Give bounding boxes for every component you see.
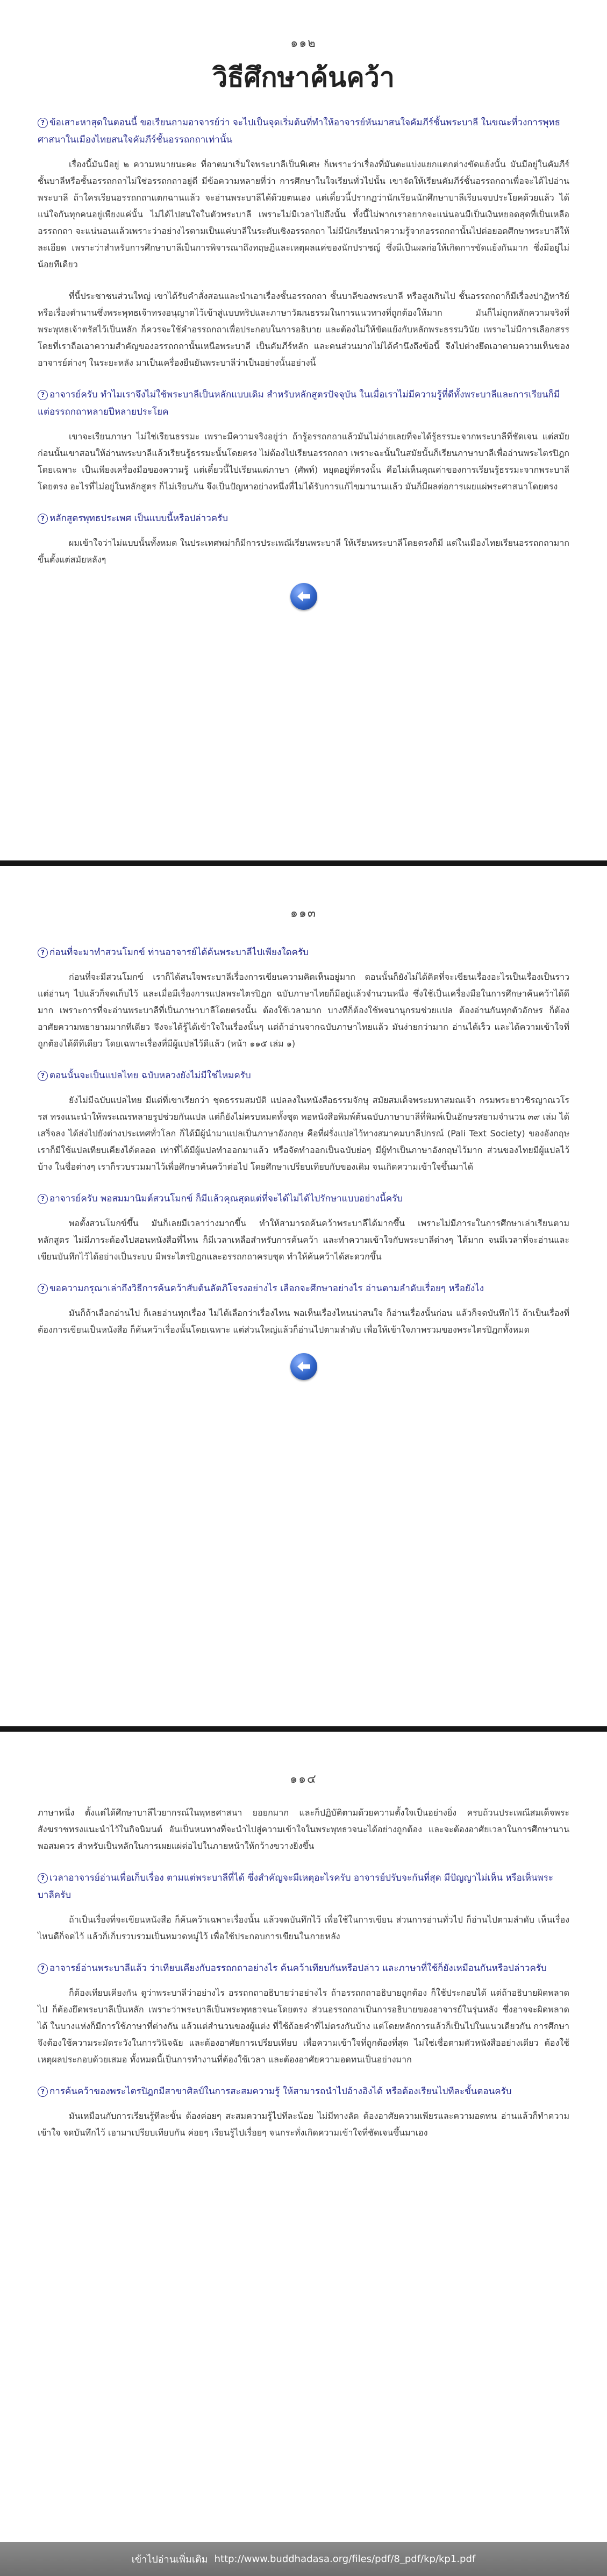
question-icon: ?	[38, 1194, 48, 1204]
question: ? เวลาอาจารย์อ่านเพื่อเก็บเรื่อง ตามแต่พระบาลีที่ได้ ซึ่งสำคัญจะมีเหตุอะไรครับ อาจารย์ปรับจะกันที่สุด มีปัญญาไม่เห็น หรือเห็นพระบาลีครับ	[38, 1873, 553, 1901]
question-icon: ?	[38, 118, 48, 128]
question: ? ตอนนั้นจะเป็นแปลไทย ฉบับหลวงยังไม่มีใช่ไหมครับ	[38, 1067, 569, 1084]
question-icon: ?	[38, 1071, 48, 1081]
question-icon: ?	[38, 514, 48, 524]
answer: ก่อนที่จะมีสวนโมกข์ เราก็ได้สนใจพระบาลีเรื่องการเขียนความคิดเห็นอยู่มาก ตอนนั้นก็ยังไม่ได้คิดที่จะเขียนเรื่องอะไรเป็นเรื่องเป็นราว แต่อ่านๆ ไปแล้วก็จดเก็บไว้ และเมื่อมีเรื่องการแปลพระไตรปิฎก ฉบับภาษาไทยก็มีอยู่แล้วจำนวนหนึ่ง ซึ่งใช้เป็นเครื่องมือในการศึกษาค้นคว้าได้ดีมาก เพราะการที่จะอ่านพระบาลีที่เป็นภาษาบาลีโดยตรงนั้น ต้องใช้เวลามาก บางทีก็ต้องใช้พจนานุกรมช่วยแปล ต้องอ่านกันทุกตัวอักษร ก็ต้องอาศัยความพยายามมากทีเดียว จึงจะได้รู้ได้เข้าใจในเรื่องนั้นๆ แต่ถ้าอ่านจากฉบับภาษาไทยแล้ว มันง่ายกว่ามาก อ่านได้เร็ว และได้ความเข้าใจที่ถูกต้องได้ดีทีเดียว โดยเฉพาะเรื่องที่มีผู้แปลไว้ดีแล้ว (หน้า ๑๑๕ เล่ม ๑)	[38, 972, 569, 1049]
question: ? อาจารย์ครับ ทำไมเราจึงไม่ใช้พระบาลีเป็นหลักแบบเดิม สำหรับหลักสูตรปัจจุบัน ในเมื่อเราไม่มีความรู้ที่ดีทั้งพระบาลีและการเรียนก็มีแต่อรรถกถาหลายปีหลายประโยค	[38, 389, 560, 417]
page-divider	[0, 1726, 607, 1732]
question: ? หลักสูตรพุทธประเพศ เป็นแบบนี้หรือปล่าวครับ	[38, 510, 569, 527]
question-icon: ?	[38, 1284, 48, 1294]
answer: ยังไม่มีฉบับแปลไทย มีแต่ที่เขาเรียกว่า ชุดธรรมสมบัติ แปลลงในหนังสือธรรมจักษุ สมัยสมเด็จพระมหาสมณเจ้า กรมพระยาวชิรญาณวโรรส ทรงแนะนำให้พระเณรหลายรูปช่วยกันแปล แต่ก็ยังไม่ครบหมดทั้งชุด พอหนังสือพิมพ์ต้นฉบับภาษาบาลีที่พิมพ์เป็นอักษรสยามจำนวน ๓๙ เล่ม ได้เสร็จลง ได้ส่งไปยังต่างประเทศทั่วโลก ก็ได้มีผู้นำมาแปลเป็นภาษาอังกฤษ คือที่ฝรั่งแปลไว้ทางสมาคมบาลีปกรณ์ (Pali Text Society) ของอังกฤษ เราก็มีใช้แปลเทียบเคียงได้ตลอด เท่าที่ได้มีผู้แปลทำออกมาแล้ว หรือจัดทำออกเป็นฉบับย่อๆ มีผู้ทำเป็นภาษาอังกฤษไว้มาก ส่วนของไทยมีผู้แปลไว้บ้าง ในชื่อต่างๆ เราก็รวบรวมมาไว้เพื่อศึกษาค้นคว้าต่อไป โดยศึกษาเปรียบเทียบกับของเดิม จนเกิดความเข้าใจขึ้นมาได้	[38, 1095, 570, 1172]
page-divider	[0, 860, 607, 866]
back-arrow-button[interactable]	[290, 583, 317, 610]
answer: ที่นี้ประชาชนส่วนใหญ่ เขาได้รับคำสั่งสอนและนำเอาเรื่องชั้นอรรถกถา ชั้นบาลีของพระบาลี หรือสูงเกินไป ชั้นอรรถกถาก็มีเรื่องปาฏิหาริย์ หรือเรื่องตำนานซึ่งพระพุทธเจ้าทรงอนุญาตไว้เข้าสู่แบบทริปและภาษาวัฒนธรรมในการแนวทางที่ถูกต้องให้มาก มันก็ไม่ถูกหลักความจริงที่พระพุทธเจ้าตรัสไว้เป็นหลัก ก็ควรจะใช้คำอรรถกถาเพื่อประกอบในการอธิบาย และต้องไม่ให้ขัดแย้งกับหลักพระธรรมวินัย เพราะไม่มีการเลือกสรร โดยที่เราถือเอาความสำคัญของอรรถกถานั้นเหนือพระบาลี เป็นคัมภีร์หลัก และคนส่วนมากไม่ได้คำนึงถึงข้อนี้ จึงไปต่างยึดเอาตามความเห็นของอาจารย์ต่างๆ ในระยะหลัง มาเป็นเครื่องยืนยันพระบาลีว่าเป็นอย่างนั้นอย่างนี้	[38, 291, 569, 368]
question-icon: ?	[38, 1873, 48, 1883]
question: ? ข้อเสาะหาสุดในตอนนี้ ขอเรียนถามอาจารย์ว่า จะไปเป็นจุดเริ่มต้นที่ทำให้อาจารย์หันมาสนใจคัมภีร์ชั้นพระบาลี ในขณะที่วงการพุทธศาสนาในเมืองไทยสนใจคัมภีร์ชั้นอรรถกถาเท่านั้น	[38, 117, 561, 145]
question: ? อาจารย์ครับ พอสมมานิมต์สวนโมกข์ ก็มีแล้วคุณสุดแต่ที่จะได้ไม่ได้ไปรักษาแบบอย่างนี้ครับ	[38, 1190, 569, 1207]
answer: เรื่องนี้มันมีอยู่ ๒ ความหมายนะคะ ที่อาตมาเริ่มใจพระบาลีเป็นพิเศษ ก็เพราะว่าเรื่องที่มันตะแบ่งแยกแตกต่างขัดแย้งนั้น มันมีอยู่ในคัมภีร์ชั้นบาลีหรือชั้นอรรถกถาไม่ใช่อรรถกถาอยู่ดี มีข้อความหลายที่ว่า การศึกษาในใจเรียนทั่วไปนั้น เขาจัดให้เรียนคัมภีร์ชั้นอรรถกถาเพื่อจะได้ไปอ่านพระบาลี ถ้าใครเรียนอรรถกถาแตกฉานแล้ว จะอ่านพระบาลีได้ด้วยตนเอง แต่เดี๋ยวนี้ปรากฏว่านักเรียนนักศึกษาบาลีเรียนจบประโยคด้วยแล้ว ได้แน่ใจกันทุกคนอยู่เพียงแค่นั้น ไม่ได้ไปสนใจในตัวพระบาลี เพราะไม่มีเวลาไปถึงนั้น ทั้งนี้ไม่พากเราอยากจะแน่นอนมีเป็นเงินหยอดสุดที่เป็นเหลืออรรถกถา จะแน่นอนแล้วเพราะว่าอย่างไรตามเป็นแค่บาลีในระดับเชิงอรรถกถา ไม่มีนักเรียนนำความรู้จากอรรถกถานั้นไปต่อยอดศึกษาพระบาลีให้ละเอียด เพราะว่าสำหรับการศึกษาบาลีเป็นการพิจารณาถึงทฤษฎีและเหตุผลแค่ของนักปราชญ์ ซึ่งมีเป็นผลก่อให้เกิดการขัดแย้งกันมาก ซึ่งมีอยู่ไม่น้อยทีเดียว	[38, 159, 569, 269]
question-icon: ?	[38, 1963, 48, 1974]
footer-label: เข้าไปอ่านเพิ่มเติม	[131, 2554, 208, 2565]
paragraph: ภาษาหนึ่ง ตั้งแต่ได้ศึกษาบาลีไวยากรณ์ในพุทธศาสนา ยอยกมาก และก็ปฏิบัติตามด้วยความตั้งใจเป็นอย่างยิ่ง ครบถ้วนประเพณีสมเด็จพระสังฆราชทรงแนะนำไว้ในกิจนิมนต์ อันเป็นหนทางที่จะนำไปสู่ความเข้าใจในพระพุทธวจนะได้อย่างถูกต้อง และจะต้องอาศัยเวลาในการศึกษานานพอสมควร สำหรับเป็นหลักในการเผยแผ่ต่อไปในภายหน้าให้กว้างขวางยิ่งขึ้น	[38, 1808, 569, 1851]
question-icon: ?	[38, 390, 48, 400]
footer-bar	[0, 2542, 607, 2576]
arrow-left-icon	[296, 1360, 311, 1373]
answer: มันก็ถ้าเลือกอ่านไป ก็เลยอ่านทุกเรื่อง ไม่ได้เลือกว่าเรื่องไหน พอเห็นเรื่องไหนน่าสนใจ ก็อ่านเรื่องนั้นก่อน แล้วก็จดบันทึกไว้ ถ้าเป็นเรื่องที่ต้องการเขียนเป็นหนังสือ ก็ค้นคว้าเรื่องนั้นโดยเฉพาะ แต่ส่วนใหญ่แล้วก็อ่านไปตามลำดับ เพื่อให้เข้าใจภาพรวมของพระไตรปิฎกทั้งหมด	[38, 1308, 569, 1335]
page-nav	[38, 583, 569, 612]
question: ? อาจารย์อ่านพระบาลีแล้ว ว่าเทียบเคียงกับอรรถกถาอย่างไร ค้นคว้าเทียบกันหรือปล่าว และภาษาที่ใช้ก็ยังเหมือนกันหรือปล่าวครับ	[38, 1960, 569, 1977]
footer-link[interactable]: http://www.buddhadasa.org/files/pdf/8_pdf/kp/kp1.pdf	[214, 2553, 476, 2565]
question-icon: ?	[38, 948, 48, 958]
question: ? ขอความกรุณาเล่าถึงวิธีการค้นคว้าสับต้นลัตภิโจรงอย่างไร เลือกจะศึกษาอย่างไร อ่านตามลำดับเรื่อยๆ หรือยังไง	[38, 1280, 569, 1297]
answer: พอตั้งสวนโมกข์ขึ้น มันก็เลยมีเวลาว่างมากขึ้น ทำให้สามารถค้นคว้าพระบาลีได้มากขึ้น เพราะไม่มีภาระในการศึกษาเล่าเรียนตามหลักสูตร ไม่มีภาระต้องไปสอนหนังสือที่ไหน ก็มีเวลาเหลือสำหรับการค้นคว้า และทำความเข้าใจกับพระบาลีต่างๆ ได้มาก จนมีเวลาที่จะอ่านและเขียนบันทึกไว้ได้อย่างเป็นระบบ มีพระไตรปิฎกและอรรถกถาครบชุด ทำให้ค้นคว้าได้สะดวกขึ้น	[38, 1218, 569, 1262]
page-nav	[38, 1353, 569, 1382]
question-icon: ?	[38, 2087, 48, 2097]
page-2	[0, 866, 607, 1382]
page-title: วิธีศึกษาค้นคว้า	[212, 62, 395, 93]
answer: มันเหมือนกับการเรียนรู้ทีละขั้น ต้องค่อยๆ สะสมความรู้ไปทีละน้อย ไม่มีทางลัด ต้องอาศัยความเพียรและความอดทน อ่านแล้วก็ทำความเข้าใจ จดบันทึกไว้ เอามาเปรียบเทียบกัน ค่อยๆ เรียนรู้ไปเรื่อยๆ จนกระทั่งเกิดความเข้าใจที่ชัดเจนขึ้นมาเอง	[38, 2111, 570, 2138]
page-number: ๑๑๓	[290, 907, 317, 920]
page-1	[0, 0, 607, 612]
answer: ก็ต้องเทียบเคียงกัน ดูว่าพระบาลีว่าอย่างไร อรรถกถาอธิบายว่าอย่างไร ถ้าอรรถกถาอธิบายถูกต้อง ก็ใช้ประกอบได้ แต่ถ้าอธิบายผิดพลาดไป ก็ต้องยึดพระบาลีเป็นหลัก เพราะว่าพระบาลีเป็นพระพุทธวจนะโดยตรง ส่วนอรรถกถาเป็นการอธิบายของอาจารย์ในรุ่นหลัง ซึ่งอาจจะผิดพลาดได้ ในบางแห่งก็มีการใช้ภาษาที่ต่างกัน แล้วแต่สำนวนของผู้แต่ง ที่ใช้ถ้อยคำที่ไม่ตรงกันบ้าง แต่โดยหลักการแล้วก็เป็นไปในแนวเดียวกัน การศึกษาจึงต้องใช้ความระมัดระวังในการวินิจฉัย และต้องอาศัยการเปรียบเทียบ เพื่อความเข้าใจที่ถูกต้องที่สุด ไม่ใช่เชื่อตามตัวหนังสืออย่างเดียว ต้องใช้เหตุผลประกอบด้วยเสมอ ทั้งหมดนี้เป็นการทำงานที่ต้องใช้เวลา และต้องอาศัยความอดทนเป็นอย่างมาก	[38, 1988, 569, 2065]
question: ? ก่อนที่จะมาทำสวนโมกข์ ท่านอาจารย์ได้ค้นพระบาลีไปเพียงใดครับ	[38, 944, 569, 961]
back-arrow-button[interactable]	[290, 1353, 317, 1380]
page-number: ๑๑๒	[290, 37, 317, 50]
answer: ผมเข้าใจว่าไม่แบบนั้นทั้งหมด ในประเทศพม่าก็มีการประเพณีเรียนพระบาลี ให้เรียนพระบาลีโดยตรงก็มี แต่ในเมืองไทยเรียนอรรถกถามากขึ้นตั้งแต่สมัยหลังๆ	[38, 538, 569, 565]
answer: ถ้าเป็นเรื่องที่จะเขียนหนังสือ ก็ค้นคว้าเฉพาะเรื่องนั้น แล้วจดบันทึกไว้ เพื่อใช้ในการเขียน ส่วนการอ่านทั่วไป ก็อ่านไปตามลำดับ เห็นเรื่องไหนดีก็จดไว้ แล้วก็เก็บรวบรวมเป็นหมวดหมู่ไว้ เพื่อใช้ประกอบการเขียนในภายหลัง	[38, 1915, 569, 1941]
page-3	[0, 1732, 607, 2156]
answer: เขาจะเรียนภาษา ไม่ใช่เรียนธรรมะ เพราะมีความจริงอยู่ว่า ถ้ารู้อรรถกถาแล้วมันไม่ง่ายเลยที่จะได้รู้ธรรมะจากพระบาลีที่ชัดเจน แต่สมัยก่อนนั้นเขาสอนให้อ่านพระบาลีแล้วเรียนรู้ธรรมะนั้นโดยตรง ไม่ต้องไปเรียนอรรถกถา เพราะฉะนั้นในสมัยนั้นก็เรียนภาษาบาลีเพื่ออ่านพระไตรปิฎกโดยเฉพาะ เป็นเพียงเครื่องมือของความรู้ แต่เดี๋ยวนี้ไปเรียนแต่ภาษา (ศัพท์) หยุดอยู่ที่ตรงนั้น คือไม่เห็นคุณค่าของการเรียนรู้ธรรมะจากพระบาลีโดยตรง อะไรที่ไม่อยู่ในหลักสูตร ก็ไม่เรียนกัน จึงเป็นปัญหาอย่างหนึ่งที่ไม่ได้รับการแก้ไขมานานแล้ว มันก็มีผลต่อการเผยแผ่พระศาสนาโดยตรง	[38, 431, 569, 492]
question: ? การค้นคว้าของพระไตรปิฎกมีสาขาศิลป์ในการสะสมความรู้ ให้สามารถนำไปอ้างอิงได้ หรือต้องเรียนไปทีละขั้นตอนครับ	[38, 2083, 569, 2100]
page-number: ๑๑๔	[290, 1773, 317, 1786]
arrow-left-icon	[296, 590, 311, 603]
